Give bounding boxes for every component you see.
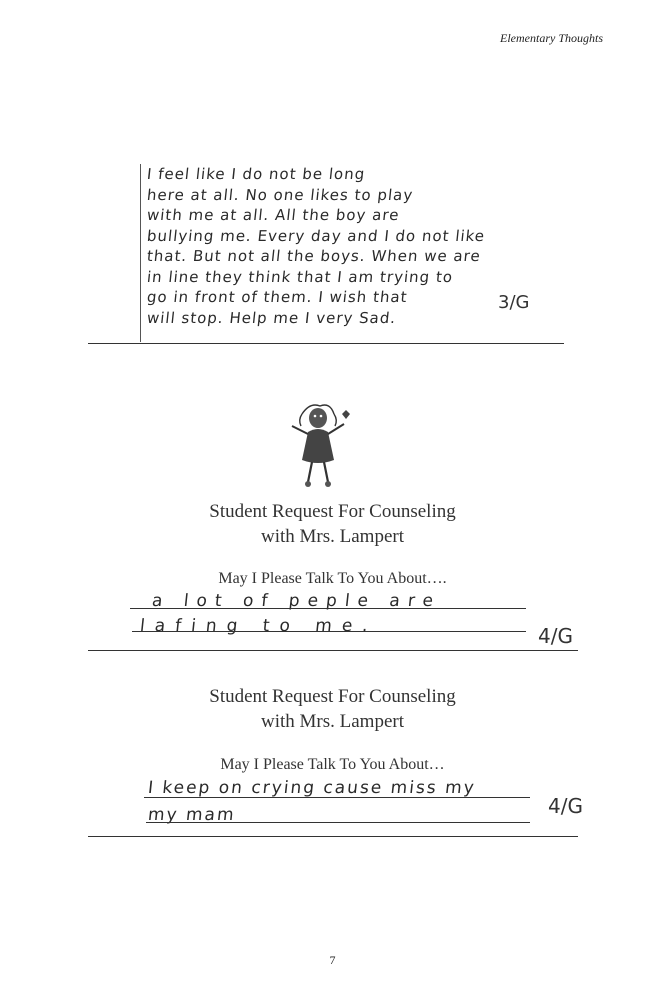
note-line: here at all. No one likes to play	[146, 185, 415, 204]
divider	[88, 343, 564, 344]
form-subtitle: with Mrs. Lampert	[260, 526, 404, 547]
answer-rule	[146, 822, 530, 823]
divider	[88, 836, 578, 837]
note-line: that. But not all the boys. When we are	[146, 247, 482, 265]
grade-label: 3/G	[498, 292, 530, 313]
grade-label: 4/G	[548, 794, 583, 818]
note-line: bullying me. Every day and I do not like	[146, 226, 487, 245]
note-line: I feel like I do not be long	[146, 165, 367, 183]
answer-rule	[144, 797, 530, 798]
answer-rule	[130, 608, 526, 609]
note-line: in line they think that I am trying to	[146, 267, 454, 286]
divider	[88, 650, 578, 651]
form-answer-line: my mam	[146, 805, 237, 825]
page-number: 7	[329, 953, 336, 967]
form-prompt: May I Please Talk To You About…	[220, 756, 445, 773]
running-header: Elementary Thoughts	[500, 31, 603, 45]
form-answer-line: a lot of peple are	[150, 591, 442, 611]
handwritten-note	[140, 164, 530, 342]
form-title: Student Request For Counseling	[209, 501, 456, 522]
note-line: go in front of them. I wish that	[146, 288, 409, 306]
form-title: Student Request For Counseling	[209, 686, 456, 707]
form-answer-line: lafing to me.	[138, 616, 379, 636]
note-line: will stop. Help me I very Sad.	[146, 308, 398, 327]
answer-rule	[132, 631, 526, 632]
note-line: with me at all. All the boy are	[146, 206, 401, 224]
form-prompt: May I Please Talk To You About….	[218, 570, 447, 587]
stick-figure-drawing-icon	[280, 400, 356, 490]
grade-label: 4/G	[538, 624, 573, 648]
form-answer-line: I keep on crying cause miss my	[146, 778, 477, 798]
form-subtitle: with Mrs. Lampert	[260, 711, 404, 732]
